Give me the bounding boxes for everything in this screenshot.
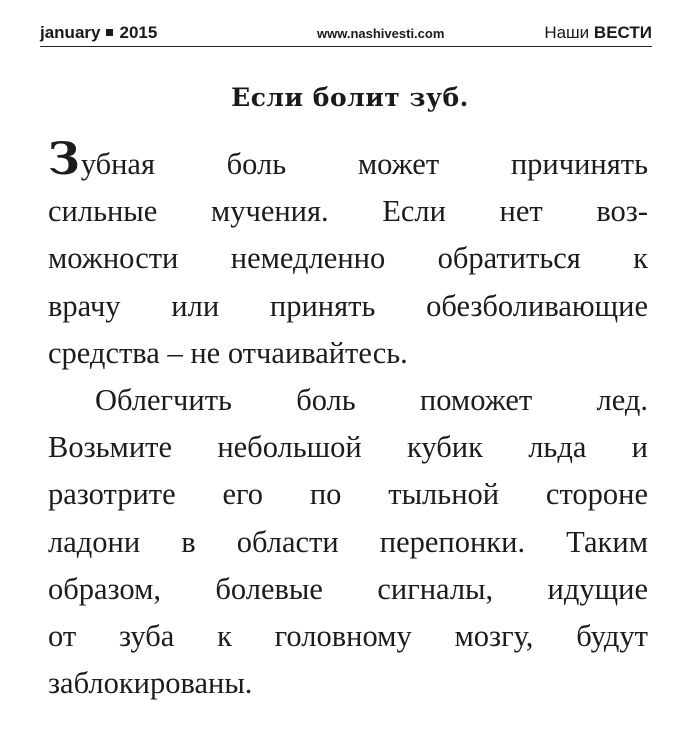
paragraph-2 [48, 377, 648, 707]
article-line: разотрите его по тыльной стороне [48, 477, 648, 512]
issue-date [40, 23, 157, 43]
article-line [48, 134, 648, 188]
issue-year: 2015 [119, 23, 158, 42]
brand-prefix: Наши [544, 23, 590, 42]
article-body [48, 134, 648, 707]
article-line: заблокированы. [48, 666, 253, 701]
issue-month: january [40, 23, 101, 42]
article-line: средства – не отчаивайтесь. [48, 335, 408, 370]
article-line: врачу или принять обезболивающие [48, 288, 648, 323]
publication-name [544, 23, 652, 43]
drop-cap: З [48, 134, 80, 185]
separator-square-icon [106, 29, 113, 36]
article-line: ладони в области перепонки. Таким [48, 524, 648, 559]
paragraph-1 [48, 134, 648, 377]
article-title: Если болит зуб. [231, 83, 469, 112]
article-line: Возьмите небольшой кубик льда и [48, 430, 648, 465]
article-line: Облегчить боль поможет лед. [95, 383, 648, 418]
page-header [40, 20, 652, 47]
article-line: от зуба к головному мозгу, будут [48, 619, 648, 654]
article-line: можности немедленно обратиться к [48, 241, 648, 276]
website-url: www.nashivesti.com [317, 26, 445, 41]
article-line: образом, болевые сигналы, идущие [48, 571, 648, 606]
article-line-text: убная боль может причинять [80, 147, 648, 181]
article-line: сильные мучения. Если нет воз- [48, 194, 648, 229]
brand-name: ВЕСТИ [593, 23, 652, 42]
